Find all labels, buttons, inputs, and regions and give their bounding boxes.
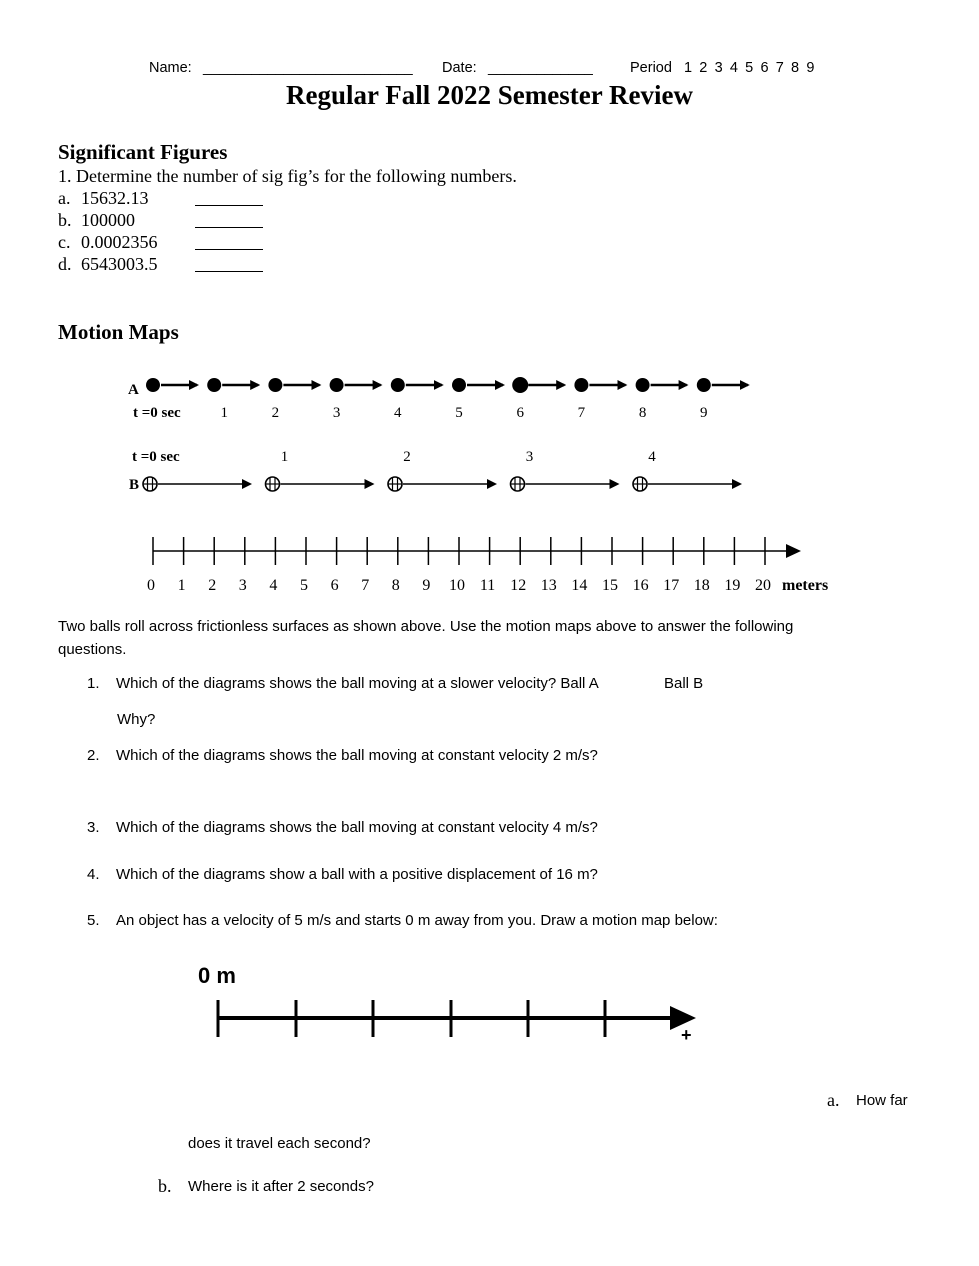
date-line[interactable]: _____________ [488,60,593,76]
sig-fig-item-a [58,188,149,209]
axis-tick-label: 7 [361,577,370,594]
question-1-option-b[interactable]: Ball B [664,675,704,692]
axis-tick-label: 5 [300,577,308,594]
date-label: Date: [442,60,477,76]
item-value: 0.0002356 [81,232,158,252]
axis-arrowhead [786,544,801,558]
sig-fig-item-d [58,254,158,275]
axis-tick-label: 2 [208,577,217,594]
ball-a-time-label: 4 [394,405,402,421]
axis-tick-label: 18 [693,577,710,594]
item-value: 15632.13 [81,188,149,208]
axis-tick-label: 20 [755,577,771,594]
item-letter: c. [58,232,71,252]
ball-a-dot [207,378,221,392]
item-letter: b. [58,210,72,230]
ball-a-time-label: 1 [220,405,228,421]
ball-b-time-label: 1 [280,449,289,465]
axis-tick-label: 0 [147,577,155,594]
distance-axis [147,537,801,594]
ball-a-dot [452,378,466,392]
question-5-text: An object has a velocity of 5 m/s and starts 0 m away from you. Draw a motion map below: [116,912,718,929]
ball-a-time-label: 2 [271,405,280,421]
axis-tick-label: 8 [391,577,400,594]
axis-tick-label: 10 [449,577,465,594]
ball-a-time-label: 5 [455,405,463,421]
ball-a-dot [146,378,160,392]
question-2-number: 2. [87,747,100,764]
name-label: Name: [149,60,192,76]
ball-b-t0-label: t =0 sec [132,449,180,465]
axis-tick-label: 1 [177,577,186,594]
sig-fig-item-b [58,210,135,231]
ball-a-time-label: 6 [516,405,524,421]
draw-motion-map-axis[interactable] [190,955,710,1045]
plus-label: + [681,1025,692,1045]
motion-map-diagram [0,360,979,605]
item-value: 6543003.5 [81,254,158,274]
ball-a-dot [512,377,528,393]
question-1-text: Which of the diagrams shows the ball moving at a slower velocity? Ball A [116,675,599,692]
sig-fig-item-c [58,232,158,253]
axis-tick-label: 9 [422,577,431,594]
ball-a-label: A [128,382,139,398]
ball-b-time-label: 2 [403,449,411,465]
item-letter: a. [58,188,71,208]
name-line[interactable]: __________________________ [203,60,413,76]
answer-blank[interactable] [195,234,263,250]
axis-tick-label: 19 [724,577,741,594]
question-2-text: Which of the diagrams shows the ball moving at constant velocity 2 m/s? [116,747,598,764]
item-value: 100000 [81,210,135,230]
question-4-number: 4. [87,866,100,883]
motion-maps-heading: Motion Maps [58,320,179,344]
answer-blank[interactable] [195,256,263,272]
ball-b-time-label: 3 [525,449,534,465]
axis-tick-label: 17 [663,577,680,594]
axis-tick-label: 11 [479,577,496,594]
ball-b-label: B [129,477,140,493]
question-4-text: Which of the diagrams show a ball with a positive displacement of 16 m? [116,866,598,883]
sub-question-b-letter: b. [158,1176,172,1196]
period-label: Period [630,60,672,76]
motion-intro: Two balls roll across frictionless surfaces as shown above. Use the motion maps above to answer the following questions. [58,618,794,658]
sub-question-a-letter: a. [827,1090,840,1110]
axis-tick-label: 14 [571,577,588,594]
answer-blank[interactable] [195,212,263,228]
ball-a-dot [697,378,711,392]
sig-figs-heading: Significant Figures [58,140,228,164]
origin-label: 0 m [198,963,236,988]
answer-blank[interactable] [195,190,263,206]
axis-tick-label: 3 [238,577,247,594]
ball-a-dot [330,378,344,392]
sig-figs-question: 1. Determine the number of sig fig’s for the following numbers. [58,166,517,186]
ball-a-dot [574,378,588,392]
question-5-number: 5. [87,912,100,929]
ball-a-time-label: 3 [332,405,341,421]
ball-a-time-label: 7 [577,405,586,421]
sub-question-a-text-2: does it travel each second? [188,1135,371,1152]
ball-a-dot [268,378,282,392]
ball-a-time-label: 8 [638,405,647,421]
ball-a-dot [391,378,405,392]
period-options[interactable]: 1 2 3 4 5 6 7 8 9 [684,60,817,76]
ball-a-dot [636,378,650,392]
axis-tick-label: 15 [602,577,618,594]
ball-a-time-label: 9 [700,405,708,421]
sub-question-a-text-1: How far [856,1092,908,1109]
question-3-number: 3. [87,819,100,836]
axis-tick-label: 12 [510,577,527,594]
item-letter: d. [58,254,72,274]
axis-tick-label: 6 [330,577,339,594]
axis-tick-label: 13 [540,577,557,594]
sub-question-b-text: Where is it after 2 seconds? [188,1178,374,1195]
ball-a-row [146,377,748,421]
question-1-why: Why? [117,711,156,728]
axis-tick-label: 4 [269,577,278,594]
page-title: Regular Fall 2022 Semester Review [286,80,693,110]
ball-b-time-label: 4 [648,449,656,465]
axis-tick-label: 16 [632,577,649,594]
ball-b-row [143,449,740,491]
axis-unit-label: meters [782,577,829,594]
question-3-text: Which of the diagrams shows the ball moving at constant velocity 4 m/s? [116,819,598,836]
ball-a-t0-label: t =0 sec [133,405,181,421]
question-1-number: 1. [87,675,100,692]
